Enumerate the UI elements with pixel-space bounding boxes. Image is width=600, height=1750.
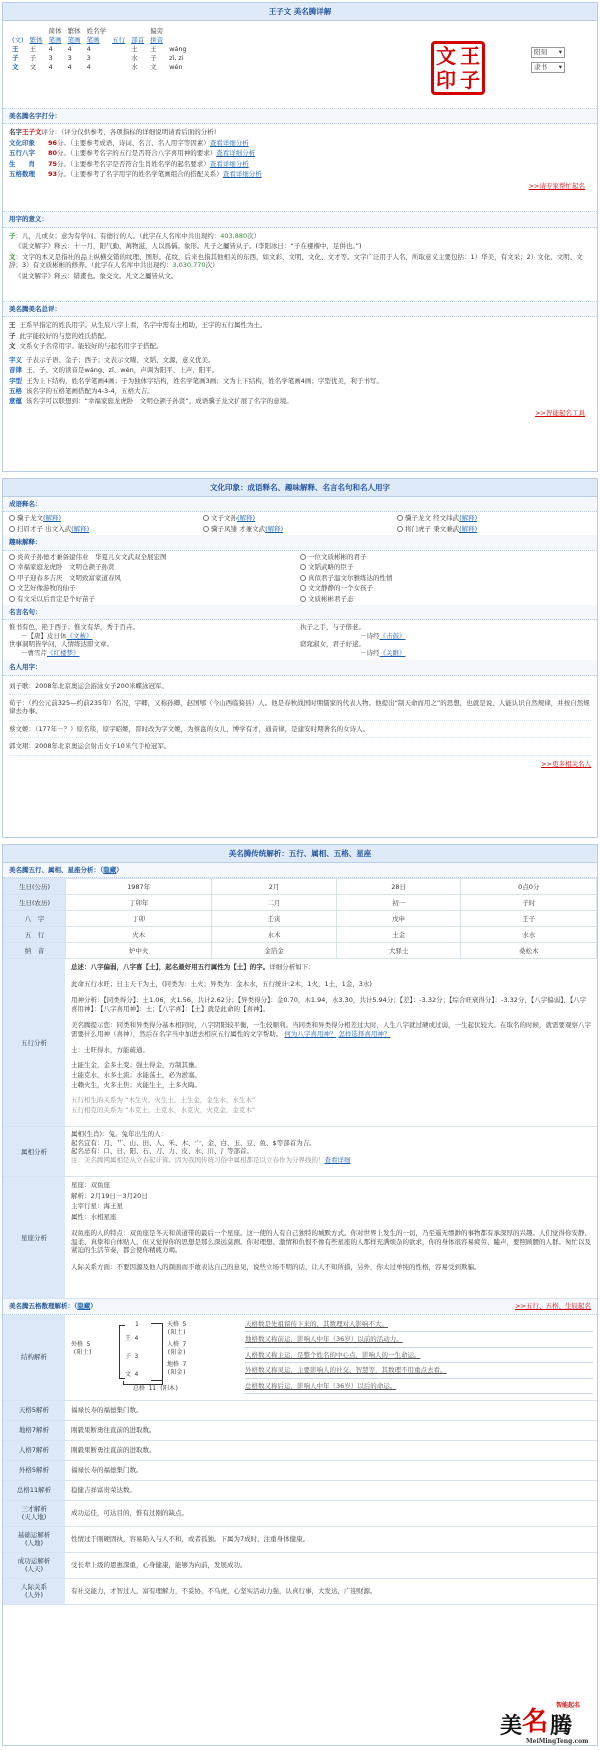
idiom-explain-link[interactable]: (解释) — [459, 514, 478, 523]
radio-icon[interactable] — [9, 575, 15, 581]
bazi-cell: 1987年 — [66, 879, 212, 895]
name-table-row — [9, 63, 190, 72]
fun-text: 文韬武略的臣子 — [308, 563, 354, 572]
name-table-cell: 王 — [29, 45, 37, 54]
wuge-row-text: 刚毅果断勇往直前的进取数。 — [65, 1421, 597, 1440]
score-item — [9, 148, 591, 158]
summary-row — [9, 376, 591, 386]
person-item: 荀子：（约公元前325—约前235年）名况，字卿，又称孙卿，赵国郇（今山西临猗县）人。他是春秋战国时期儒家的代表人物。他提出“制天命而用之”的思想，也就是说，人能认识自然规律，并按自然规律去办事。 — [9, 695, 591, 721]
summary-row-key: 字义 — [9, 355, 22, 364]
idiom-item[interactable] — [9, 514, 203, 522]
name-table-cell: zǐ, zi — [169, 54, 184, 63]
score-item — [9, 138, 591, 148]
score-label: 生 肖 — [9, 159, 35, 168]
summary-row-text: 王、子、文的读音是wáng、zǐ、wén，声调为阳平、上声、阳平。 — [26, 366, 219, 375]
wuge-row-label: 地格7解析 — [3, 1421, 65, 1440]
person-item: 郭文珺：2008年北京奥运会射击女子10米气手枪冠军。 — [9, 738, 591, 755]
bazi-cell: 丁卯 — [66, 911, 212, 927]
idiom-item[interactable] — [397, 514, 591, 522]
summary-row-key: 字型 — [9, 376, 22, 385]
score-label: 五格数理 — [9, 170, 35, 179]
score-text: 分。（主要参考了名字用字的姓名学笔画组合的搭配关系） — [57, 170, 223, 179]
wuge-structure: 结构解析 外格 5 (阳土) 1 王 4 子 3 文 4 天格 5 (阳土) 人格 7 (阳金) 地格 7 (阳金) 总格 11 (阳木) 天格数是先祖留传下来的，其数理对人影响不大。 地格数又称前运，影响人中年（36岁）以前的活动力。 人格数又称主运，是整个姓名的中心点，影响人的一生命运。 外格数又称灵运，主要影响人的社交、智慧等，其数理不用重点去看。 总格数又称后运，影响人中年（36岁）以后的命运。 — [3, 1315, 597, 1401]
score-item — [9, 169, 591, 179]
wuge-row-text: 成功运佳，可达目的，惟有过刚的缺点。 — [65, 1501, 597, 1526]
summary-row-text: 王为上下结构，姓名学笔画4画；子为独体字结构，姓名学笔画3画；文为上下结构，姓名学笔画4画；字型优美，利于书写。 — [26, 376, 383, 385]
idiom-text: 骥子凤雏 才兼文武 — [211, 524, 266, 533]
name-table-header: 姓名学 — [86, 27, 107, 36]
detail-box — [2, 2, 598, 472]
score-label: 五行八字 — [9, 149, 35, 158]
radio-icon[interactable] — [203, 515, 209, 521]
bazi-cell: 二月 — [212, 895, 337, 911]
shengxiao-analysis: 属相分析 属相(生肖)：兔。兔年出生的人： 起名宜有：月、艹、山、田、人、禾、木、宀、金、白、玉、豆、鱼、$等部首为吉。 起名忌有：口、日、阳、石、刀、力、皮、水、川、氵等部首。 注：美名腾网属相是从立春起计算。因为我国传统习俗中属相都是以立春作为分界线的！查看详细 — [3, 1127, 597, 1177]
score-value: 93 — [47, 170, 57, 179]
name-table-header: 笔画 — [48, 36, 62, 45]
bazi-row — [4, 879, 597, 895]
idiom-explain-link[interactable]: (解释) — [237, 514, 256, 523]
wuge-row-label: 基础运解析 (人地) — [3, 1527, 65, 1552]
fun-item[interactable] — [300, 563, 591, 571]
fun-text: 炎黄子孙德才兼备建伟业 华夏儿女文武双全展宏图 — [17, 552, 167, 561]
name-table-cell: 文 — [12, 63, 19, 72]
fun-text: 幸福家庭龙虎卧 文明仓颉子孙贤 — [17, 563, 115, 572]
wuge-heading: 美名腾五格数理解析：（ — [9, 1302, 78, 1311]
idiom-text: 骥子龙文 — [17, 514, 43, 523]
score-value: 80 — [47, 149, 57, 158]
name-table-header: 繁体 — [29, 36, 43, 45]
wuge-row-label: 总格11解析 — [3, 1481, 65, 1500]
wuge-row-text: 有社交能力，才智过人，富有理解力，不妥协，不乌虎，心坚实活动力强，认真行事，大发达，广迎财源。 — [65, 1579, 597, 1604]
idiom-explain-link[interactable]: (解释) — [459, 524, 478, 533]
name-table-cell: 王 — [150, 45, 157, 54]
wuge-row — [3, 1461, 597, 1481]
bazi-row — [4, 895, 597, 911]
traditional-box: 美名腾传统解析：五行、属相、五格、星座 美名腾五行、属相、星座分析：（隐藏） 生日(公历) 1987年 2月 28日 0点0分 生日(农历) 丁卯年 二月 初一 子时 八 字 丁卯 壬寅 戊申 壬子 五 行 火木 水木 土金 水水 纳 音 炉中火 金箔金 大驿土 桑松木 五行分析 总述：八字偏弱，八字喜【土】，起名最好用五行属性为【土】的字。详细分析如下： 此命五行水旺；日主天干为土，(同类为：土火；异类为：金木水，五行统计:2木，1火，1土，1金，3水) 用神分析：【同类得分】：土1.06，火1.56，共计2.62分；【异类得分】：金0.70，木1.94，水3.30，共计5.94分；【差】：-3.32分；【综合旺衰得分】：-3.32分，【八字偏弱】，【八字喜用神】：【八字喜用神】：土；【八字喜】：【土】就是此命的【喜神】。 美名腾提示您：同类和异类得分基本相同时，八字阴阳较平衡，一生较顺利。当同类和异类得分相差过大时，人生八字就过硬或过弱，一生起伏较大。在取名的时候，就需要观察八字需要什么用神（喜神），然后在名字当中加进去相应五行属性的文字帮助。 何为八字喜用神？ 怎样选择喜用神？ 土：土旺得水，方能疏通。 土能生金，金多土变；强土得金，方制其壅。 土能克水，水多土流；水能荡土，必为淤塞。 土赖火生，火多土焦；火能生土，土多火晦。 五行相生的关系为 “木生火，火生土，土生金，金生水，水生木” 五行相克的关系为 “木克土，土克水，水克火，火克金，金克木” 属相分析 属相(生肖)：兔。兔年出生的人： 起名宜有：月、艹、山、田、人、禾、木、宀、金、白、玉、豆、鱼、$等部首为吉。 起名忌有：口、日、阳、石、刀、力、皮、水、川、氵等部首。 注：美名腾网属相是从立春起计算。因为我国传统习俗中属相都是以立春作为分界线的！查看详细 星座分析 星座：双鱼座 解析：2月19日－3月20日 主宰行星：海王星 属性：水相星座 双鱼座的人的特点：双鱼座是冬天和黄道带的最后一个星座。这一使的人有自己独特的城默方式。你对世界上发生的一切，乃至遥无缥渺的事物都有承深厚的兴趣。人们觉得你安静、温柔、真挚和自体贴人，但又觉得你的思想是那么深远莫测。你对理想、激情和仇恨不像有些星座的人那样充满烦杂的欲求，你的身体很容易疲劳、瞌声，要照顾腰的人群。匆忙以及紧迫的生活节奏，都会使你精疲力竭。 人际关系方面：不要因源及他人的颜面而不敢表达自己的意见，说些立场不明的话，让人不知所措，另外，你太过单纯的性格，容易受到欺骗。 美名腾五格数理解析：（隐藏） >>五行、五格、生辰起名 结构解析 外格 5 (阳土) 1 王 4 子 3 文 4 天格 5 (阳土) 人格 7 (阳金) 地格 7 (阳金) 总格 11 (阳木) 天格数是先祖留传下来的，其数理对人影响不大。 地格数又称前运，影响人中年（36岁）以前的活动力。 人格数又称主运，是整个姓名的中心点，影响人的一生命运。 外格数又称灵运，主要影响人的社交、智慧等，其数理不用重点去看。 总格数又称后运，影响人中年（36岁）以后的命运。 天格5解析 福禄长寿的福德集门数。 地格7解析 刚毅果断勇往直前的进取数。 人格7解析 刚毅果断勇往直前的进取数。 外格5解析 福禄长寿的福德集门数。 总格11解析 稳健吉祥富贵荣达数。 三才解析 (天人地) 成功运佳，可达目的，惟有过刚的缺点。 基础运解析 (人地) 性情过于刚硬固执，容易陷入与人不和，或者孤独。下属为7成时，注重身体健康。 成功运解析 (人天) 受长辈上级的恩惠深重，心身健康，能够为向前，发展成功。 人际关系 (人外) 有社交能力，才智过人，富有理解力，不妥协，不乌虎，心坚实活动力强，认真行事，大发达，广迎财源。 — [2, 844, 598, 1746]
fun-text: 有文采以后肯定是个好苗子 — [17, 594, 95, 603]
score-heading: 美名腾名字打分： — [3, 109, 597, 124]
bazi-cell: 壬子 — [461, 911, 597, 927]
score-detail-link[interactable]: 查看详细分析 — [222, 170, 262, 179]
wuge-row-text: 稳健吉祥富贵荣达数。 — [65, 1481, 597, 1500]
meaning-heading: 用字的意义： — [3, 212, 597, 227]
seal-font-select[interactable]: 隶书 ▾ — [531, 62, 565, 73]
name-table-cell: 水 — [131, 63, 138, 72]
name-table-header: 五行 — [112, 36, 126, 45]
idiom-text: 将门虎子 秉文兼武 — [405, 524, 460, 533]
name-table-header: 笔画 — [67, 36, 81, 45]
wuge-row — [3, 1579, 597, 1605]
score-label: 文化印象 — [9, 138, 35, 147]
name-table-cell: 土 — [131, 45, 138, 54]
name-table-cell: 4 — [48, 45, 53, 54]
bazi-cell: 大驿土 — [336, 943, 461, 959]
wuxing-naming-link[interactable]: >>五行、五格、生辰起名 — [515, 1302, 591, 1311]
score-text: 分。（主要参考名字是否符合生肖姓名学的起名要求） — [57, 159, 210, 168]
name-table-row — [9, 45, 190, 54]
wuge-diagram: 外格 5 (阳土) 1 王 4 子 3 文 4 天格 5 (阳土) 人格 7 (阳金) 地格 7 (阳金) 总格 11 (阳木) — [71, 1320, 187, 1392]
fun-text: 真似君子温文尔雅练达的性情 — [308, 573, 393, 582]
idiom-item[interactable] — [203, 514, 397, 522]
fun-list — [3, 551, 597, 605]
bazi-cell: 水水 — [461, 927, 597, 943]
people-heading: 名人用字： — [3, 660, 597, 675]
wuge-row — [3, 1501, 597, 1527]
summary-line — [9, 331, 591, 341]
name-table-cell: 4 — [48, 63, 53, 72]
name-table-header: 偏旁 — [150, 27, 164, 36]
name-table-header — [27, 27, 46, 36]
summary-row — [9, 365, 591, 375]
bazi-cell: 桑松木 — [461, 943, 597, 959]
score-item — [9, 159, 591, 169]
summary-row-text: 该名字的五格笔画搭配为4-3-4，五格大吉。 — [26, 386, 154, 395]
score-detail-link[interactable]: 查看详细分析 — [216, 149, 256, 158]
idiom-heading: 成语释名： — [3, 497, 597, 512]
score-value: 75 — [47, 159, 57, 168]
summary-key: 王 — [9, 321, 16, 330]
fun-text: 文艺好像游牧的仙子 — [17, 584, 76, 593]
idiom-item[interactable] — [203, 525, 397, 533]
fun-item[interactable] — [300, 574, 591, 582]
wuge-row-text: 受长辈上级的恩惠深重，心身健康，能够为向前，发展成功。 — [65, 1553, 597, 1578]
score-value: 96 — [47, 138, 57, 147]
summary-line — [9, 320, 591, 330]
radio-icon[interactable] — [9, 526, 15, 532]
wuge-row-label: 三才解析 (天人地) — [3, 1501, 65, 1526]
name-table-cell: 文 — [29, 63, 37, 72]
quote-list: 惟书有色，艳于西子；惟文有华，秀于百卉。 －【唐】皮日休《文薮》 世事洞明皆学问，人情练达即文章。 －曹雪芹《红楼梦》 执子之手，与子偕老。 －诗经《击鼓》 窈窕淑女，君子好逑。 －诗经《关雎》 — [9, 623, 406, 657]
idiom-list — [3, 512, 597, 535]
bazi-cell: 28日 — [336, 879, 461, 895]
name-table-cell — [109, 63, 128, 72]
name-table-cell: 3 — [86, 54, 91, 63]
radio-icon[interactable] — [397, 526, 403, 532]
fun-item[interactable] — [9, 595, 300, 603]
quote-source-link[interactable]: 《红楼梦》 — [47, 648, 80, 657]
summary-heading: 美名腾美名总评： — [3, 302, 597, 317]
name-table-cell: 子 — [29, 54, 37, 63]
summary-line — [9, 341, 591, 351]
name-highlight: 王子文 — [22, 128, 42, 137]
fun-text: 文质彬彬君子态 — [308, 594, 354, 603]
name-seal: 文 王 印 子 — [431, 41, 485, 95]
idiom-item[interactable] — [397, 525, 591, 533]
bazi-row — [4, 911, 597, 927]
name-table-cell: wáng — [169, 45, 187, 54]
wuge-note: 地格数又称前运，影响人中年（36岁）以前的活动力。 — [245, 1332, 593, 1347]
name-table-header: 繁体 — [67, 27, 81, 36]
name-table-cell: 子 — [12, 54, 19, 63]
idiom-explain-link[interactable]: (解释) — [265, 524, 284, 533]
summary-key: 子 — [9, 331, 16, 340]
bazi-cell: 水木 — [212, 927, 337, 943]
wuge-note: 天格数是先祖留传下来的，其数理对人影响不大。 — [245, 1317, 593, 1332]
radio-icon[interactable] — [300, 575, 306, 581]
expert-naming-link[interactable]: >>请专家帮忙起名 — [528, 181, 585, 190]
bazi-cell: 金箔金 — [212, 943, 337, 959]
wuge-row-label: 人格7解析 — [3, 1441, 65, 1460]
quote-heading: 名言名句： — [3, 605, 597, 620]
name-table-cell: 文 — [150, 63, 157, 72]
name-table-cell — [109, 54, 128, 63]
radio-icon[interactable] — [300, 554, 306, 560]
radio-icon[interactable] — [9, 554, 15, 560]
summary-row-text: 该名字可以联想到：“幸福家庭龙虎卧 文明仓颉子孙贤”。成语骥子龙文扩展了名字的意境。 — [26, 397, 293, 406]
summary-text: 此字能较好的与您的姓氏搭配。 — [19, 331, 111, 340]
summary-row-text: 子表示子语、金子；西子；文表示文曜、文韬、文源，意义优美。 — [26, 355, 215, 364]
score-detail-link[interactable]: 查看详细分析 — [209, 138, 249, 147]
summary-row — [9, 396, 591, 406]
wuge-row — [3, 1441, 597, 1461]
naming-tool-link[interactable]: >>智能起名工具 — [535, 408, 585, 417]
shengxiao-detail-link[interactable]: 查看详细 — [324, 1155, 351, 1164]
name-table-header: 笔画 — [86, 36, 100, 45]
summary-text: 文系女子名常用字。能较好的与起名用字子搭配。 — [19, 342, 163, 351]
radio-icon[interactable] — [9, 596, 15, 602]
radio-icon[interactable] — [300, 585, 306, 591]
fun-item[interactable] — [9, 584, 300, 592]
wx-analysis: 五行分析 总述：八字偏弱，八字喜【土】，起名最好用五行属性为【土】的字。详细分析如下： 此命五行水旺；日主天干为土，(同类为：土火；异类为：金木水，五行统计:2木，1火，1土，1金，3水) 用神分析：【同类得分】：土1.06，火1.56，共计2.62分；【异类得分】：金0.70，木1.94，水3.30，共计5.94分；【差】：-3.32分；【综合旺衰得分】：-3.32分，【八字偏弱】，【八字喜用神】：【八字喜用神】：土；【八字喜】：【土】就是此命的【喜神】。 美名腾提示您：同类和异类得分基本相同时，八字阴阳较平衡，一生较顺利。当同类和异类得分相差过大时，人生八字就过硬或过弱，一生起伏较大。在取名的时候，就需要观察八字需要什么用神（喜神），然后在名字当中加进去相应五行属性的文字帮助。 何为八字喜用神？ 怎样选择喜用神？ 土：土旺得水，方能疏通。 土能生金，金多土变；强土得金，方制其壅。 土能克水，水多土流；水能荡土，必为淤塞。 土赖火生，火多土焦；火能生土，土多火晦。 五行相生的关系为 “木生火，火生土，土生金，金生水，水生木” 五行相克的关系为 “木克土，土克水，水克火，火克金，金克木” — [3, 959, 597, 1127]
name-table-cell: 水 — [131, 54, 138, 63]
wuge-row-text: 福禄长寿的福德集门数。 — [65, 1401, 597, 1420]
quote-source-link[interactable]: 《关雎》 — [379, 648, 406, 657]
person-item: 蔡文姬：（177年－？）原名琰，原字昭姬，晋时改为字文姬，为蔡邕的女儿，博学有才，通音律，是建安时期著名的女诗人。 — [9, 721, 591, 738]
fun-item[interactable] — [9, 563, 300, 571]
page-title: 王子文 美名腾详解 — [3, 3, 597, 21]
name-table-cell: 3 — [48, 54, 53, 63]
bazi-cell: 土金 — [336, 927, 461, 943]
summary-row-key: 五格 — [9, 386, 22, 395]
name-table-cell: 4 — [67, 63, 72, 72]
summary-row-key: 音律 — [9, 366, 22, 375]
score-text: 分。（主要参考成语、诗词、名言、名人用字等因素） — [57, 138, 210, 147]
fun-heading: 趣味解释： — [3, 535, 597, 550]
summary-section — [3, 317, 597, 422]
summary-row — [9, 355, 591, 365]
name-table-header — [166, 27, 190, 36]
name-table-header: 拼音 — [150, 36, 164, 45]
radio-icon[interactable] — [9, 515, 15, 521]
radio-icon[interactable] — [203, 526, 209, 532]
wuge-row — [3, 1481, 597, 1501]
hide-wuge-link[interactable]: 隐藏 — [77, 1302, 91, 1311]
name-table-header: 部首 — [131, 36, 145, 45]
name-table-header: (文) — [12, 36, 24, 45]
wuge-row-text: 福禄长寿的福德集门数。 — [65, 1461, 597, 1480]
meaning-section: 子：儿，儿或女；意为有学问、有德行的人。（此字在人名库中共出现约：403,880次） 《说文解字》释云：十一月，阳气動，萬物滋，人以爲偁。象形。凡子之屬皆从子。(李阳冰曰：“子在襁褓中，足併也。”) 文：文字的本义是指社的品上纵横交错的纹理、图形、花纹，后来也指其他相关的东西，如文彩、文明、文化、文才等。文字广泛用于人名，所取意义主要包括：1）华美，有文采；2）文化、文明、文辞；3）有文质彬彬的修养。（此字在人名库中共出现约：3,030,770次） 《说文解字》释云：错畫也。象交文。凡文之屬皆从文。 — [3, 228, 597, 302]
hide-wx-link[interactable]: 隐藏 — [103, 866, 117, 874]
summary-row-key: 意蕴 — [9, 397, 22, 406]
score-text: 分。（主要参考名字的五行是否符合八字喜用神的要求） — [57, 149, 217, 158]
name-table-cell: wén — [169, 63, 183, 72]
name-table-cell: 4 — [86, 63, 91, 72]
bazi-label: 纳 音 — [4, 943, 66, 959]
wuge-row — [3, 1421, 597, 1441]
wuge-row-label: 人际关系 (人外) — [3, 1579, 65, 1604]
idiom-text: 文子文孙 — [211, 514, 237, 523]
bazi-label: 生日(公历) — [4, 879, 66, 895]
name-table-cell: 4 — [86, 45, 91, 54]
wuge-row-label: 外格5解析 — [3, 1461, 65, 1480]
wuge-row — [3, 1401, 597, 1421]
wuge-note: 人格数又称主运，是整个姓名的中心点，影响人的一生命运。 — [245, 1348, 593, 1363]
name-table-cell: 王 — [12, 45, 19, 54]
what-is-yongshen-link[interactable]: 何为八字喜用神？ — [284, 1029, 337, 1038]
name-table-row — [9, 54, 190, 63]
bazi-cell: 子时 — [461, 895, 597, 911]
quote-source-link[interactable]: 《击鼓》 — [379, 631, 406, 640]
wuge-note: 总格数又称后运，影响人中年（36岁）以后的命运。 — [245, 1379, 593, 1394]
people-list — [3, 676, 597, 758]
wx-earth-line: 土赖火生，火多土焦；火能生土，土多火晦。 — [71, 1081, 201, 1090]
bazi-cell: 火木 — [66, 927, 212, 943]
summary-row — [9, 386, 591, 396]
bazi-label: 八 字 — [4, 911, 66, 927]
bazi-cell: 壬寅 — [212, 911, 337, 927]
idiom-text: 扫眉才子 出文入武 — [17, 524, 72, 533]
name-table-cell — [109, 45, 128, 54]
wuge-row-text: 刚毅果断勇往直前的进取数。 — [65, 1441, 597, 1460]
fun-text: 甲子迎春多吉庆 文明致富家道春风 — [17, 573, 121, 582]
more-people-link[interactable]: >>更多相关名人 — [541, 759, 591, 768]
radio-icon[interactable] — [397, 515, 403, 521]
culture-box — [2, 478, 598, 838]
name-table-header — [128, 27, 147, 36]
bazi-row — [4, 943, 597, 959]
traditional-title: 美名腾传统解析：五行、属相、五格、星座 — [3, 845, 597, 863]
wx-heading: 美名腾五行、属相、星座分析：（ — [9, 866, 104, 874]
fun-text: 文文静静的一个女孩子 — [308, 584, 373, 593]
radio-icon[interactable] — [300, 596, 306, 602]
idiom-explain-link[interactable]: (解释) — [43, 514, 62, 523]
wx-earth-line: 土能生金，金多土变；强土得金，方制其壅。 — [71, 1060, 201, 1069]
name-table-cell: 3 — [67, 54, 72, 63]
score-detail-link[interactable]: 查看详细分析 — [209, 159, 249, 168]
radio-icon[interactable] — [300, 564, 306, 570]
bazi-cell: 戊申 — [336, 911, 461, 927]
bazi-cell: 初一 — [336, 895, 461, 911]
name-table-cell: 4 — [67, 45, 72, 54]
idiom-explain-link[interactable]: (解释) — [71, 524, 90, 533]
wx-earth-line: 土能克水，水多土流；水能荡土，必为淤塞。 — [71, 1070, 201, 1079]
name-table-header — [109, 27, 128, 36]
name-table-cell: 子 — [150, 54, 157, 63]
seal-style-select[interactable]: 阳刻 ▾ — [531, 47, 565, 58]
wuge-row-text: 性情过于刚硬固执，容易陷入与人不和，或者孤独。下属为7成时，注重身体健康。 — [65, 1527, 597, 1552]
fun-text: 一位文质彬彬的君子 — [308, 552, 367, 561]
quote-source-link[interactable]: 《文薮》 — [66, 631, 93, 640]
name-table-header: 简体 — [48, 27, 62, 36]
bazi-label: 生日(农历) — [4, 895, 66, 911]
summary-text: 王系早指定的姓氏用字。从生辰八字上看，名字中需有土相助，王字的五行属性为土。 — [19, 321, 267, 330]
name-table-header — [9, 27, 27, 36]
xingzuo-analysis: 星座分析 星座：双鱼座 解析：2月19日－3月20日 主宰行星：海王星 属性：水相星座 双鱼座的人的特点：双鱼座是冬天和黄道带的最后一个星座。这一使的人有自己独特的城默方式。你对世界上发生的一切，乃至遥无缥渺的事物都有承深厚的兴趣。人们觉得你安静、温柔、真挚和自体贴人，但又觉得你的思想是那么深远莫测。你对理想、激情和仇恨不像有些星座的人那样充满烦杂的欲求，你的身体很容易疲劳、瞌声，要照顾腰的人群。匆忙以及紧迫的生活节奏，都会使你精疲力竭。 人际关系方面：不要因源及他人的颜面而不敢表达自己的意见，说些立场不明的话，让人不知所措，另外，你太过单纯的性格，容易受到欺骗。 — [3, 1177, 597, 1299]
radio-icon[interactable] — [9, 564, 15, 570]
name-table — [9, 27, 190, 72]
bazi-cell: 0点0分 — [461, 879, 597, 895]
culture-title: 文化印象：成语释名、趣味解释、名言名句和名人用字 — [3, 479, 597, 497]
score-section: 名字王子文评分：（评分仅供参考，各项指标的详细说明请看后面的分析） 文化印象 96分。（主要参考成语、诗词、名言、名人用字等因素）查看详细分析 五行八字 80分。（主要参考名字的五行是否符合八字喜用神的要求）查看详细分析 生 肖 75分。（主要参考名字是否符合生肖姓名学的起名要求）查看详细分析 五格数理 93分。（主要参考了名字用字的姓名学笔画组合的搭配关系）查看详细分析 >>请专家帮忙起名 — [3, 124, 597, 212]
wuge-note: 外格数又称灵运，主要影响人的社交、智慧等，其数理不用重点去看。 — [245, 1363, 593, 1378]
bazi-table — [3, 878, 597, 959]
fun-item[interactable] — [9, 553, 300, 561]
choose-yongshen-link[interactable]: 怎样选择喜用神？ — [338, 1029, 391, 1038]
wx-relation-line: 五行相生的关系为 “木生火，火生土，土生金，金生水，水生木” — [71, 1095, 256, 1104]
wuge-row — [3, 1553, 597, 1579]
wx-relation-line: 五行相克的关系为 “木克土，土克水，水克火，火克金，金克木” — [71, 1106, 256, 1115]
wuge-row-label: 天格5解析 — [3, 1401, 65, 1420]
bazi-label: 五 行 — [4, 927, 66, 943]
fun-item[interactable] — [300, 553, 591, 561]
idiom-text: 骥子龙文 经文纬武 — [405, 514, 460, 523]
fun-item[interactable] — [9, 574, 300, 582]
person-item: 刘子歌：2008年北京奥运会游泳女子200米蝶泳冠军。 — [9, 678, 591, 695]
wuge-row — [3, 1527, 597, 1553]
bazi-cell: 2月 — [212, 879, 337, 895]
bazi-cell: 丁卯年 — [66, 895, 212, 911]
fun-item[interactable] — [300, 595, 591, 603]
bazi-cell: 炉中火 — [66, 943, 212, 959]
bazi-row — [4, 927, 597, 943]
fun-item[interactable] — [300, 584, 591, 592]
summary-key: 文 — [9, 342, 16, 351]
wuge-row-label: 成功运解析 (人天) — [3, 1553, 65, 1578]
name-table-area — [3, 21, 597, 109]
site-watermark: 美 名 腾 智能起名 MeiMingTeng.com — [500, 1702, 589, 1745]
idiom-item[interactable] — [9, 525, 203, 533]
radio-icon[interactable] — [9, 585, 15, 591]
